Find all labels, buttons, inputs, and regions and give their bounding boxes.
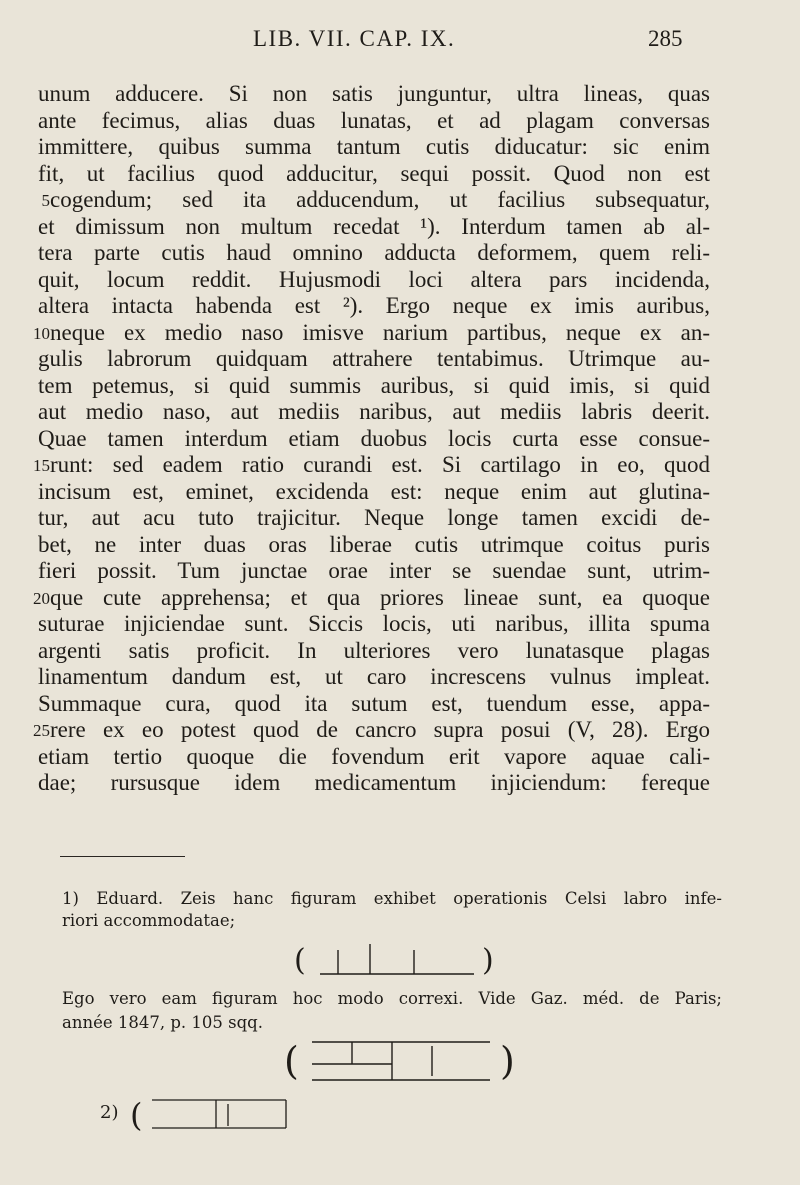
line-number: 25: [33, 721, 50, 740]
running-head: LIB. VII. CAP. IX.: [253, 26, 456, 51]
line-text: Quae tamen interdum etiam duobus locis curta esse consue-: [38, 425, 710, 451]
text-line: [0, 160, 800, 188]
line-text: runt: sed eadem ratio curandi est. Si cartilago in eo, quod: [50, 452, 710, 477]
line-text: bet, ne inter duas oras liberae cutis utrimque coitus puris: [38, 531, 710, 557]
text-line: [0, 451, 800, 479]
footnote-1-line-3: Ego vero eam figuram hoc modo correxi. Vide Gaz. méd. de Paris;: [62, 989, 722, 1008]
text-line: [0, 372, 800, 400]
line-text: quit, locum reddit. Hujusmodi loci altera pars incidenda,: [38, 266, 710, 292]
text-line: [0, 663, 800, 691]
text-line: [0, 80, 800, 108]
text-line: [0, 425, 800, 453]
line-text: fit, ut facilius quod adducitur, sequi possit. Quod non est: [38, 160, 710, 186]
text-line: [0, 531, 800, 559]
text-line: [0, 239, 800, 267]
line-text: tur, aut acu tuto trajicitur. Neque longe tamen excidi de-: [38, 505, 710, 530]
line-text: cogendum; sed ita adducendum, ut facilius subsequatur,: [50, 187, 710, 212]
line-text: tem petemus, si quid summis auribus, si quid imis, si quid: [38, 372, 710, 398]
line-text: tera parte cutis haud omnino adducta deformem, quem reli-: [38, 240, 710, 265]
corrected-figure: [282, 1034, 522, 1088]
page-number: 285: [648, 26, 683, 51]
line-text: argenti satis proficit. In ulteriores vero lunatasque plagas: [38, 637, 710, 663]
text-line: [0, 769, 800, 797]
page-header: [0, 26, 800, 60]
line-text: rere ex eo potest quod de cancro supra posui (V, 28). Ergo: [50, 717, 710, 742]
footnote-1-line-4: année 1847, p. 105 sqq.: [62, 1013, 263, 1032]
text-line: [0, 743, 800, 771]
text-line: [0, 186, 800, 214]
line-number: 15: [33, 456, 50, 475]
text-line: [0, 584, 800, 612]
text-line: [0, 319, 800, 347]
text-line: [0, 266, 800, 294]
line-text: aut medio naso, aut mediis naribus, aut mediis labris deerit.: [38, 399, 710, 424]
footnote-2-label: 2): [100, 1102, 119, 1123]
footnote-1-line-2: riori accommodatae;: [62, 911, 236, 930]
svg-text:(: (: [130, 1096, 143, 1134]
text-line: [0, 557, 800, 585]
footnote-rule: [60, 856, 185, 857]
text-line: [0, 637, 800, 665]
line-text: et dimissum non multum recedat ¹). Interdum tamen ab al-: [38, 213, 710, 239]
line-text: que cute apprehensa; et qua priores lineae sunt, ea quoque: [50, 584, 710, 610]
line-number: 10: [33, 323, 50, 343]
text-line: [0, 292, 800, 320]
line-text: unum adducere. Si non satis junguntur, ultra lineas, quas: [38, 81, 710, 106]
line-text: suturae injiciendae sunt. Siccis locis, uti naribus, illita spuma: [38, 611, 710, 636]
line-number: 5: [41, 191, 50, 210]
svg-text:): ): [500, 1039, 515, 1083]
text-line: [0, 478, 800, 506]
line-text: linamentum dandum est, ut caro increscens vulnus impleat.: [38, 664, 710, 689]
line-text: immittere, quibus summa tantum cutis diducatur: sic enim: [38, 134, 710, 159]
text-line: [0, 213, 800, 241]
text-line: [0, 398, 800, 426]
text-line: [0, 610, 800, 638]
text-line: [0, 345, 800, 373]
line-text: altera intacta habenda est ²). Ergo neque ex imis auribus,: [38, 293, 710, 318]
line-text: incisum est, eminet, excidenda est: neque enim aut glutina-: [38, 478, 710, 504]
text-line: [0, 133, 800, 161]
text-line: [0, 716, 800, 744]
text-line: [0, 690, 800, 718]
line-text: neque ex medio naso imisve narium partibus, neque ex an-: [50, 319, 710, 345]
svg-text:): ): [482, 943, 494, 978]
footnote-2-figure: [128, 1094, 308, 1134]
svg-text:(: (: [284, 1039, 299, 1083]
line-number: 20: [33, 588, 50, 608]
line-text: fieri possit. Tum junctae orae inter se suendae sunt, utrim-: [38, 558, 710, 583]
line-text: Summaque cura, quod ita sutum est, tuendum esse, appa-: [38, 690, 710, 716]
line-text: dae; rursusque idem medicamentum injiciendum: fereque: [38, 770, 710, 795]
zeis-figure: [292, 940, 502, 980]
text-line: [0, 504, 800, 532]
svg-text:(: (: [294, 943, 306, 978]
text-line: [0, 107, 800, 135]
footnote-1-line-1: 1) Eduard. Zeis hanc figuram exhibet operationis Celsi labro infe-: [62, 889, 722, 908]
line-text: etiam tertio quoque die fovendum erit vapore aquae cali-: [38, 743, 710, 769]
line-text: gulis labrorum quidquam attrahere tentabimus. Utrimque au-: [38, 346, 710, 371]
line-text: ante fecimus, alias duas lunatas, et ad plagam conversas: [38, 107, 710, 133]
